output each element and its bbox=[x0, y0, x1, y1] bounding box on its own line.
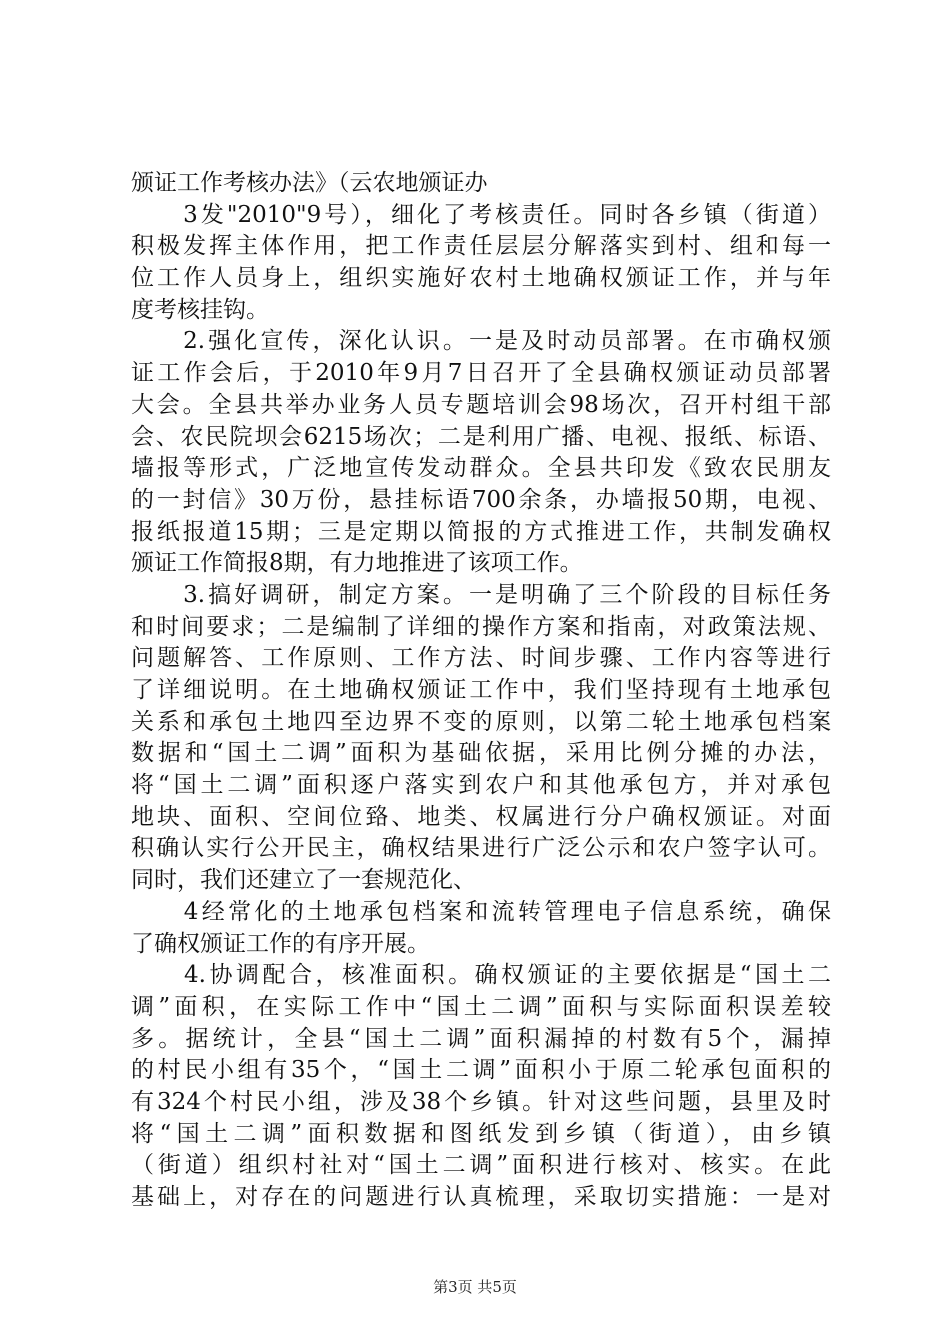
text-line: 调”面积，在实际工作中“国土二调”面积与实际面积误差较 bbox=[131, 993, 831, 1020]
text-line: 证工作会后，于2010年9月7日召开了全县确权颁证动员部署 bbox=[131, 360, 831, 387]
text-line: 同时，我们还建立了一套规范化、 bbox=[131, 867, 476, 894]
text-line: 多。据统计，全县“国土二调”面积漏掉的村数有5个，漏掉 bbox=[131, 1025, 831, 1052]
text-line: 了详细说明。在土地确权颁证工作中，我们坚持现有土地承包 bbox=[131, 677, 831, 703]
text-line: 将“国土二调”面积逐户落实到农户和其他承包方，并对承包 bbox=[131, 772, 831, 799]
text-line: 度考核挂钩。 bbox=[131, 296, 269, 323]
text-line: 关系和承包土地四至边界不变的原则，以第二轮土地承包档案 bbox=[131, 708, 831, 735]
text-line: 地块、面积、空间位臵、地类、权属进行分户确权颁证。对面 bbox=[131, 803, 831, 830]
text-line: 问题解答、工作原则、工作方法、时间步骤、工作内容等进行 bbox=[131, 645, 831, 672]
text-line: 颁证工作简报8期，有力地推进了该项工作。 bbox=[131, 550, 583, 577]
text-line: 将“国土二调”面积数据和图纸发到乡镇（街道），由乡镇 bbox=[131, 1120, 831, 1147]
text-line: 3发"2010"9号），细化了考核责任。同时各乡镇（街道） bbox=[131, 201, 831, 228]
text-line: 有324个村民小组，涉及38个乡镇。针对这些问题，县里及时 bbox=[131, 1088, 831, 1115]
text-line: 4.协调配合，核准面积。确权颁证的主要依据是“国土二 bbox=[131, 962, 831, 989]
text-line: 积确认实行公开民主，确权结果进行广泛公示和农户签字认可。 bbox=[131, 835, 831, 862]
page-number-footer: 第3页 共5页 bbox=[433, 1278, 517, 1296]
text-line: 的一封信》30万份，悬挂标语700余条，办墙报50期，电视、 bbox=[131, 486, 831, 513]
text-line: 大会。全县共举办业务人员专题培训会98场次，召开村组干部 bbox=[131, 391, 831, 418]
text-line: 会、农民院坝会6215场次；二是利用广播、电视、报纸、标语、 bbox=[131, 423, 831, 450]
text-line: 积极发挥主体作用，把工作责任层层分解落实到村、组和每一 bbox=[131, 233, 831, 260]
text-line: 位工作人员身上，组织实施好农村土地确权颁证工作，并与年 bbox=[131, 265, 831, 292]
text-line: 颁证工作考核办法》（云农地颁证办 bbox=[131, 170, 488, 196]
text-line: 基础上，对存在的问题进行认真梳理，采取切实措施：一是对 bbox=[131, 1184, 831, 1210]
text-line: 3.搞好调研，制定方案。一是明确了三个阶段的目标任务 bbox=[131, 581, 831, 608]
text-line: 和时间要求；二是编制了详细的操作方案和指南，对政策法规、 bbox=[131, 613, 831, 640]
text-line: 数据和“国土二调”面积为基础依据，采用比例分摊的办法， bbox=[131, 740, 831, 767]
document-body bbox=[131, 168, 831, 1214]
text-line: 的村民小组有35个，“国土二调”面积小于原二轮承包面积的 bbox=[131, 1057, 831, 1084]
text-line: 墙报等形式，广泛地宣传发动群众。全县共印发《致农民朋友 bbox=[131, 455, 831, 482]
text-line: 报纸报道15期；三是定期以简报的方式推进工作，共制发确权 bbox=[131, 518, 831, 545]
text-line: 了确权颁证工作的有序开展。 bbox=[131, 930, 430, 957]
text-line: 4经常化的土地承包档案和流转管理电子信息系统，确保 bbox=[131, 898, 831, 925]
text-line: （街道）组织村社对“国土二调”面积进行核对、核实。在此 bbox=[131, 1152, 831, 1179]
text-line: 2.强化宣传，深化认识。一是及时动员部署。在市确权颁 bbox=[131, 328, 831, 355]
